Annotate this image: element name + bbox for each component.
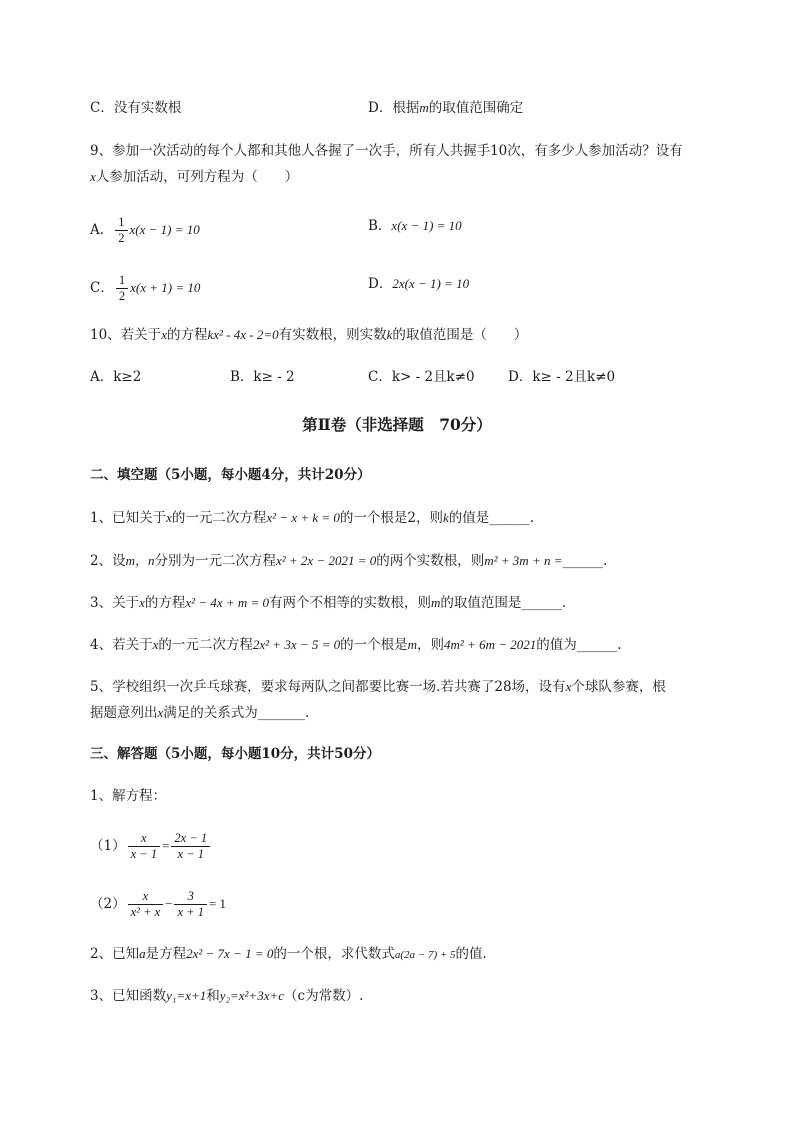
fill-q5-line1 — [90, 677, 666, 697]
q10-option-c: C．k> - 2且k≠0 — [368, 369, 475, 385]
solve-q1-part1-label: （1） — [90, 838, 126, 854]
solve-q2 — [90, 944, 487, 965]
fraction-denominator: 2 — [118, 231, 125, 245]
q9-stem-line2-text: 人参加活动，可列方程为（ ） — [95, 169, 299, 185]
fill-q5-line2-post: 满足的关系式为_______. — [163, 705, 310, 721]
fill-q3-pre: 3、关于 — [90, 595, 140, 611]
fill-q1-mid: 的一元二次方程 — [171, 510, 267, 526]
solve-q3-y1: y₁=x+1 — [166, 988, 207, 1003]
q10-equation: kx² - 4x - 2=0 — [207, 327, 279, 342]
solve-q2-pre: 2、已知 — [90, 946, 140, 962]
solve-q1-part1-right-fraction — [171, 831, 210, 862]
fill-q4-equation: 2x² + 3x − 5 = 0 — [252, 637, 341, 652]
fill-q4-mid: 的一元二次方程 — [158, 637, 253, 653]
q8-option-c-text: C．没有实数根 — [90, 100, 182, 116]
fraction-numerator: x — [128, 889, 164, 905]
q10-mid: 的方程 — [166, 327, 208, 343]
section2-title: 二、填空题（5小题，每小题4分，共计20分） — [90, 467, 371, 483]
fill-q3-m: m — [431, 595, 441, 610]
q9-option-d — [368, 274, 469, 294]
fill-q3-mid: 的方程 — [144, 595, 186, 611]
fill-q3-post: 有两个不相等的实数根，则 — [269, 595, 432, 611]
solve-q1-part2-left-fraction — [128, 889, 164, 920]
fill-q1-equation: x² − x + k = 0 — [266, 510, 340, 525]
fill-q5-line1-post: 个球队参赛，根 — [571, 679, 666, 695]
solve-q3 — [90, 986, 363, 1006]
q10-option-a: A．k≥2 — [90, 369, 142, 385]
solve-q2-equation: 2x² − 7x − 1 = 0 — [186, 946, 274, 961]
q8-option-d-post: 的取值范围确定 — [428, 100, 524, 116]
solve-q3-tail: （c为常数）. — [284, 988, 364, 1004]
fill-q5-var: x — [565, 679, 572, 694]
fill-q5-line1-pre: 5、学校组织一次乒乓球赛，要求每两队之间都要比赛一场.若共赛了28场，设有 — [90, 679, 566, 695]
q10-post: 有实数根，则实数 — [278, 327, 387, 343]
fill-q4-var: x — [152, 637, 159, 652]
solve-q3-y2: y₂=x²+3x+c — [219, 988, 285, 1003]
q9-option-a — [90, 214, 200, 246]
q9-option-a-label: A． — [90, 222, 114, 238]
q9-option-c-fraction — [116, 273, 128, 304]
q8-option-d-pre: D．根据 — [368, 100, 420, 116]
section3-title: 三、解答题（5小题，每小题10分，共计50分） — [90, 746, 380, 762]
fill-q2-vars: m，n — [125, 553, 155, 568]
fill-q2-post: 的两个实数根，则 — [376, 553, 485, 569]
fill-q1-k: k — [443, 510, 449, 525]
solve-q2-post: 的一个根，求代数式 — [273, 946, 395, 962]
q9-stem-line1: 9、参加一次活动的每个人都和其他人各握了一次手，所有人共握手10次，有多少人参加活动？设有 — [90, 143, 683, 159]
minus-sign: − — [165, 896, 173, 911]
q9-option-b — [368, 216, 462, 236]
fill-q4-expr: 4m² + 6m − 2021 — [444, 637, 537, 652]
solve-q1-part1-left-fraction — [128, 831, 160, 862]
fill-q1 — [90, 508, 534, 528]
solve-q1: 1、解方程： — [90, 788, 167, 804]
fraction-denominator: x − 1 — [130, 847, 158, 861]
fill-q3-equation: x² − 4x + m = 0 — [185, 595, 270, 610]
fill-q1-var: x — [166, 510, 172, 525]
solve-q2-mid: 是方程 — [145, 946, 187, 962]
solve-q1-part2-right-fraction — [174, 889, 206, 920]
equals-sign: = — [162, 838, 170, 853]
q10-var: x — [161, 327, 167, 342]
q9-option-c-label: C． — [90, 280, 114, 296]
q10-var-k: k — [386, 327, 393, 342]
equals-one: = 1 — [208, 896, 227, 911]
fraction-denominator: x + 1 — [177, 905, 204, 919]
q9-var: x — [90, 169, 96, 184]
q9-option-a-expr: x(x − 1) = 10 — [129, 222, 200, 237]
solve-q2-expr: a(2a − 7) + 5 — [394, 949, 456, 961]
fraction-numerator: 1 — [116, 273, 128, 289]
fraction-denominator: 2 — [118, 289, 126, 303]
q10-option-d: D．k≥ - 2且k≠0 — [508, 369, 616, 385]
fill-q2-tail: ______. — [562, 553, 608, 569]
q9-stem-line2 — [90, 167, 298, 187]
part2-title: 第Ⅱ卷（非选择题 70分） — [302, 415, 492, 434]
fill-q5-var2: x — [157, 705, 164, 720]
fill-q3 — [90, 593, 566, 613]
fraction-numerator: 3 — [174, 889, 206, 905]
q8-option-d — [368, 98, 523, 118]
fill-q1-pre: 1、已知关于 — [90, 510, 167, 526]
q9-option-a-fraction — [115, 215, 127, 246]
fill-q4-tail: 的值为______. — [536, 637, 622, 653]
q9-option-d-label: D． — [368, 276, 393, 292]
q8-option-d-var: m — [419, 100, 429, 115]
solve-q2-tail: 的值. — [455, 946, 487, 962]
fill-q2 — [90, 551, 607, 571]
fill-q2-expr: m² + 3m + n = — [484, 553, 563, 568]
solve-q1-part2 — [90, 886, 226, 922]
q10-stem — [90, 325, 527, 345]
fill-q4-post2: ，则 — [417, 637, 445, 653]
q9-option-d-expr: 2x(x − 1) = 10 — [392, 276, 470, 291]
solve-q1-part1 — [90, 828, 212, 864]
fill-q5-line2 — [90, 703, 309, 723]
solve-q3-pre: 3、已知函数 — [90, 988, 167, 1004]
fraction-numerator: 1 — [115, 215, 127, 231]
fill-q3-tail: 的取值范围是______. — [440, 595, 567, 611]
fraction-denominator: x² + x — [130, 905, 161, 919]
fraction-numerator: x — [128, 831, 160, 847]
fill-q4 — [90, 635, 622, 655]
solve-q3-and: 和 — [206, 988, 220, 1004]
fill-q1-tail: 的值是______. — [448, 510, 535, 526]
solve-q1-part2-label: （2） — [90, 896, 126, 912]
fill-q1-post: 的一个根是2，则 — [339, 510, 443, 526]
fill-q4-post: 的一个根是 — [340, 637, 408, 653]
solve-q2-var-a: a — [139, 946, 146, 961]
q9-option-b-expr: x(x − 1) = 10 — [391, 218, 462, 233]
q9-option-c — [90, 272, 200, 304]
q9-option-c-expr: x(x + 1) = 10 — [130, 280, 201, 295]
fill-q4-m: m — [407, 637, 418, 652]
fill-q2-equation: x² + 2x − 2021 = 0 — [275, 553, 377, 568]
fill-q2-pre: 2、设 — [90, 553, 126, 569]
fill-q5-line2-pre: 据题意列出 — [90, 705, 158, 721]
q9-option-b-label: B． — [368, 218, 392, 234]
fill-q2-mid: 分别为一元二次方程 — [154, 553, 276, 569]
fill-q3-var: x — [139, 595, 145, 610]
fraction-denominator: x − 1 — [177, 847, 205, 861]
fill-q4-pre: 4、若关于 — [90, 637, 153, 653]
q8-option-c — [90, 98, 181, 118]
q10-pre: 10、若关于 — [90, 327, 162, 343]
fraction-numerator: 2x − 1 — [171, 831, 210, 847]
q10-option-b: B．k≥ - 2 — [230, 369, 295, 385]
q10-tail: 的取值范围是（ ） — [392, 327, 528, 343]
